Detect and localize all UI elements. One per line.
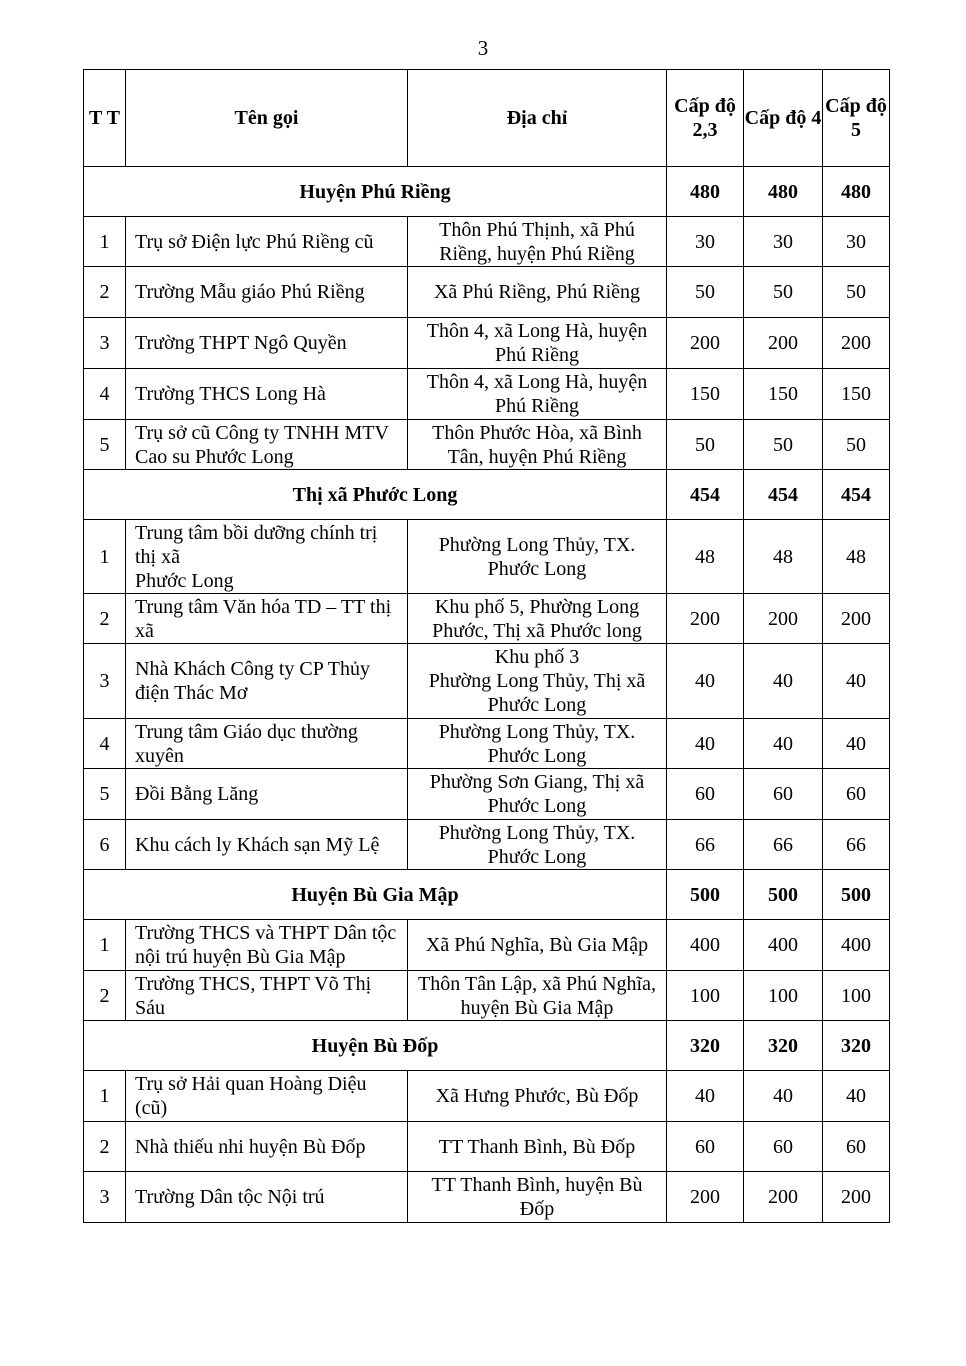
table-row (84, 520, 890, 594)
capacity-level-5: 200 (823, 1172, 890, 1223)
header-level-4: Cấp độ 4 (744, 70, 823, 167)
capacity-level-2-3: 200 (667, 318, 744, 369)
row-number: 2 (84, 1122, 126, 1172)
group-total-level-4: 454 (744, 470, 823, 520)
table-row (84, 1071, 890, 1122)
capacity-level-5: 60 (823, 769, 890, 820)
facility-address: Thôn 4, xã Long Hà, huyện Phú Riềng (408, 369, 667, 420)
table-row (84, 769, 890, 820)
row-number: 2 (84, 594, 126, 644)
table-row (84, 719, 890, 769)
capacity-level-4: 200 (744, 594, 823, 644)
facility-address: Phường Long Thủy, TX. Phước Long (408, 719, 667, 769)
row-number: 5 (84, 769, 126, 820)
capacity-level-4: 200 (744, 318, 823, 369)
facility-address: Khu phố 5, Phường Long Phước, Thị xã Phước long (408, 594, 667, 644)
facility-name: Nhà Khách Công ty CP Thủy điện Thác Mơ (126, 644, 408, 719)
facility-address: TT Thanh Bình, Bù Đốp (408, 1122, 667, 1172)
facility-name: Trung tâm Văn hóa TD – TT thị xã (126, 594, 408, 644)
facility-name: Trụ sở Hải quan Hoàng Diệu (cũ) (126, 1071, 408, 1122)
capacity-level-4: 40 (744, 1071, 823, 1122)
capacity-level-5: 66 (823, 820, 890, 870)
capacity-level-4: 50 (744, 267, 823, 318)
capacity-level-5: 150 (823, 369, 890, 420)
capacity-level-4: 60 (744, 769, 823, 820)
row-number: 3 (84, 644, 126, 719)
facility-name: Trường Mẫu giáo Phú Riềng (126, 267, 408, 318)
facility-name: Trường Dân tộc Nội trú (126, 1172, 408, 1223)
table-row (84, 217, 890, 267)
table-row (84, 644, 890, 719)
table-body (84, 167, 890, 1223)
table-row (84, 1122, 890, 1172)
group-total-level-2-3: 320 (667, 1021, 744, 1071)
group-total-level-2-3: 500 (667, 870, 744, 920)
capacity-level-4: 200 (744, 1172, 823, 1223)
capacity-level-2-3: 200 (667, 594, 744, 644)
capacity-level-2-3: 200 (667, 1172, 744, 1223)
facility-name: Trường THPT Ngô Quyền (126, 318, 408, 369)
group-total-level-2-3: 454 (667, 470, 744, 520)
group-total-level-5: 454 (823, 470, 890, 520)
capacity-level-5: 50 (823, 420, 890, 470)
facility-address: TT Thanh Bình, huyện Bù Đốp (408, 1172, 667, 1223)
header-level-5: Cấp độ 5 (823, 70, 890, 167)
group-row (84, 470, 890, 520)
capacity-level-4: 40 (744, 719, 823, 769)
facility-name: Trường THCS Long Hà (126, 369, 408, 420)
capacity-level-4: 60 (744, 1122, 823, 1172)
capacity-level-2-3: 50 (667, 267, 744, 318)
group-total-level-2-3: 480 (667, 167, 744, 217)
table-row (84, 1172, 890, 1223)
facility-address: Xã Phú Riềng, Phú Riềng (408, 267, 667, 318)
facility-address: Khu phố 3 Phường Long Thủy, Thị xã Phước Long (408, 644, 667, 719)
table-row (84, 971, 890, 1021)
capacity-level-2-3: 40 (667, 1071, 744, 1122)
group-total-level-4: 320 (744, 1021, 823, 1071)
facility-address: Xã Phú Nghĩa, Bù Gia Mập (408, 920, 667, 971)
row-number: 4 (84, 369, 126, 420)
header-level-2-3: Cấp độ 2,3 (667, 70, 744, 167)
facility-name: Khu cách ly Khách sạn Mỹ Lệ (126, 820, 408, 870)
capacity-level-5: 40 (823, 644, 890, 719)
capacity-level-5: 40 (823, 719, 890, 769)
facility-address: Xã Hưng Phước, Bù Đốp (408, 1071, 667, 1122)
row-number: 1 (84, 1071, 126, 1122)
capacity-level-5: 200 (823, 594, 890, 644)
capacity-level-5: 60 (823, 1122, 890, 1172)
group-total-level-5: 320 (823, 1021, 890, 1071)
row-number: 2 (84, 971, 126, 1021)
group-total-level-4: 480 (744, 167, 823, 217)
facility-name: Trụ sở Điện lực Phú Riềng cũ (126, 217, 408, 267)
capacity-level-4: 100 (744, 971, 823, 1021)
capacity-level-2-3: 400 (667, 920, 744, 971)
group-row (84, 870, 890, 920)
table-row (84, 920, 890, 971)
facility-address: Phường Long Thủy, TX. Phước Long (408, 820, 667, 870)
capacity-level-4: 400 (744, 920, 823, 971)
table-row (84, 318, 890, 369)
table-row (84, 594, 890, 644)
row-number: 1 (84, 520, 126, 594)
facility-name: Trung tâm Giáo dục thường xuyên (126, 719, 408, 769)
row-number: 5 (84, 420, 126, 470)
capacity-level-5: 100 (823, 971, 890, 1021)
group-title: Huyện Bù Đốp (84, 1021, 667, 1071)
group-total-level-4: 500 (744, 870, 823, 920)
capacity-level-4: 150 (744, 369, 823, 420)
facility-address: Thôn 4, xã Long Hà, huyện Phú Riềng (408, 318, 667, 369)
capacity-level-2-3: 60 (667, 769, 744, 820)
row-number: 4 (84, 719, 126, 769)
group-row (84, 1021, 890, 1071)
capacity-level-5: 50 (823, 267, 890, 318)
facility-name: Trường THCS và THPT Dân tộc nội trú huyện Bù Gia Mập (126, 920, 408, 971)
capacity-level-5: 200 (823, 318, 890, 369)
capacity-level-4: 66 (744, 820, 823, 870)
capacity-level-2-3: 60 (667, 1122, 744, 1172)
capacity-level-5: 40 (823, 1071, 890, 1122)
facility-name: Trường THCS, THPT Võ Thị Sáu (126, 971, 408, 1021)
facility-address: Thôn Phú Thịnh, xã Phú Riềng, huyện Phú Riềng (408, 217, 667, 267)
capacity-level-5: 30 (823, 217, 890, 267)
capacity-level-5: 48 (823, 520, 890, 594)
facility-name: Đồi Bằng Lăng (126, 769, 408, 820)
row-number: 3 (84, 318, 126, 369)
facility-name: Nhà thiếu nhi huyện Bù Đốp (126, 1122, 408, 1172)
facility-address: Phường Sơn Giang, Thị xã Phước Long (408, 769, 667, 820)
row-number: 1 (84, 217, 126, 267)
header-tt: T T (84, 70, 126, 167)
table-row (84, 267, 890, 318)
page-number: 3 (477, 36, 489, 60)
capacity-level-2-3: 40 (667, 719, 744, 769)
group-total-level-5: 500 (823, 870, 890, 920)
capacity-level-4: 30 (744, 217, 823, 267)
table-row (84, 420, 890, 470)
facility-name: Trung tâm bồi dưỡng chính trị thị xã Phước Long (126, 520, 408, 594)
facility-address: Thôn Phước Hòa, xã Bình Tân, huyện Phú Riềng (408, 420, 667, 470)
row-number: 6 (84, 820, 126, 870)
capacity-level-2-3: 40 (667, 644, 744, 719)
capacity-level-4: 40 (744, 644, 823, 719)
row-number: 2 (84, 267, 126, 318)
capacity-level-2-3: 48 (667, 520, 744, 594)
row-number: 1 (84, 920, 126, 971)
capacity-level-4: 48 (744, 520, 823, 594)
header-name: Tên gọi (126, 70, 408, 167)
table-row (84, 820, 890, 870)
group-row (84, 167, 890, 217)
row-number: 3 (84, 1172, 126, 1223)
capacity-level-2-3: 150 (667, 369, 744, 420)
header-address: Địa chỉ (408, 70, 667, 167)
group-title: Huyện Bù Gia Mập (84, 870, 667, 920)
facility-address: Phường Long Thủy, TX. Phước Long (408, 520, 667, 594)
group-total-level-5: 480 (823, 167, 890, 217)
group-title: Thị xã Phước Long (84, 470, 667, 520)
table-header-row (84, 70, 890, 167)
capacity-level-2-3: 100 (667, 971, 744, 1021)
capacity-level-2-3: 66 (667, 820, 744, 870)
facility-name: Trụ sở cũ Công ty TNHH MTV Cao su Phước Long (126, 420, 408, 470)
capacity-level-2-3: 30 (667, 217, 744, 267)
capacity-level-2-3: 50 (667, 420, 744, 470)
group-title: Huyện Phú Riềng (84, 167, 667, 217)
capacity-level-4: 50 (744, 420, 823, 470)
facility-address: Thôn Tân Lập, xã Phú Nghĩa, huyện Bù Gia Mập (408, 971, 667, 1021)
table-row (84, 369, 890, 420)
capacity-level-5: 400 (823, 920, 890, 971)
facility-capacity-table (83, 69, 890, 1223)
